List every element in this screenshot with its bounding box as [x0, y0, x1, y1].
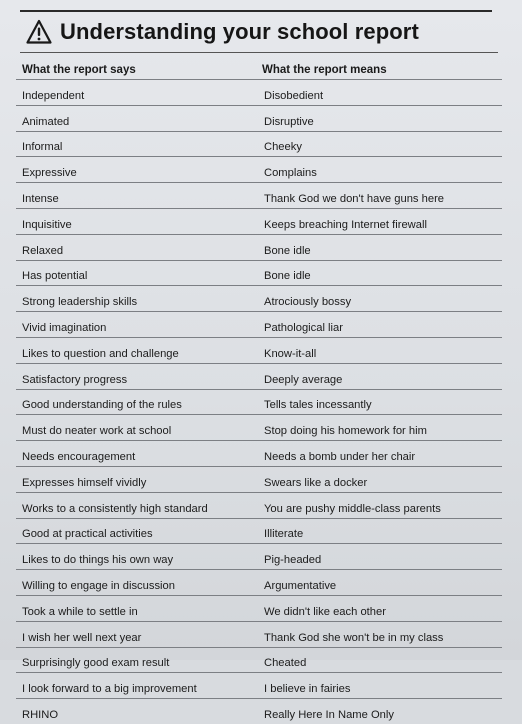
- table-row: [16, 337, 502, 363]
- cell-says: Likes to question and challenge: [16, 337, 256, 363]
- cell-means: Pig-headed: [256, 544, 502, 570]
- table-row: [16, 131, 502, 157]
- table-row: [16, 441, 502, 467]
- cell-says: Satisfactory progress: [16, 363, 256, 389]
- table-row: [16, 312, 502, 338]
- cell-means: Keeps breaching Internet firewall: [256, 208, 502, 234]
- table-row: [16, 389, 502, 415]
- table-row: [16, 621, 502, 647]
- cell-means: Cheeky: [256, 131, 502, 157]
- cell-means: I believe in fairies: [256, 673, 502, 699]
- table-row: [16, 699, 502, 724]
- cell-means: Really Here In Name Only: [264, 708, 394, 721]
- cell-means: Complains: [256, 157, 502, 183]
- cell-means: Argumentative: [256, 570, 502, 596]
- cell-means: Bone idle: [256, 234, 502, 260]
- cell-says: Good at practical activities: [16, 518, 256, 544]
- cell-says: Strong leadership skills: [16, 286, 256, 312]
- cell-says: Informal: [16, 131, 256, 157]
- cell-says: Took a while to settle in: [16, 595, 256, 621]
- page-title: Understanding your school report: [60, 19, 419, 44]
- cell-means: Illiterate: [256, 518, 502, 544]
- table-row: [16, 260, 502, 286]
- table-row: [16, 363, 502, 389]
- cell-says: Animated: [16, 105, 256, 131]
- title-rule: [20, 52, 498, 53]
- cell-means: Deeply average: [256, 363, 502, 389]
- cell-means: You are pushy middle-class parents: [256, 492, 502, 518]
- table-row: [16, 415, 502, 441]
- cell-means: Thank God we don't have guns here: [256, 183, 502, 209]
- table-row: [16, 105, 502, 131]
- table-row: [16, 570, 502, 596]
- cell-says: Surprisingly good exam result: [16, 647, 256, 673]
- cell-says: I look forward to a big improvement: [16, 673, 256, 699]
- table-row: [16, 673, 502, 699]
- cell-says: Works to a consistently high standard: [16, 492, 256, 518]
- cell-means: Disobedient: [256, 80, 502, 106]
- table-header-row: [16, 55, 502, 80]
- cell-means: Bone idle: [256, 260, 502, 286]
- cell-says: Needs encouragement: [16, 441, 256, 467]
- cell-means: Swears like a docker: [256, 466, 502, 492]
- cell-says: Expresses himself vividly: [16, 466, 256, 492]
- cell-says: Vivid imagination: [16, 312, 256, 338]
- table-row: [16, 286, 502, 312]
- table-row: [16, 518, 502, 544]
- table-row: [16, 80, 502, 106]
- cell-means: Atrociously bossy: [256, 286, 502, 312]
- cell-means: Disruptive: [256, 105, 502, 131]
- cell-says: Willing to engage in discussion: [16, 570, 256, 596]
- cell-says: RHINO: [22, 708, 59, 721]
- cell-means: Tells tales incessantly: [256, 389, 502, 415]
- cell-says: I wish her well next year: [16, 621, 256, 647]
- cell-says: Inquisitive: [16, 208, 256, 234]
- cell-says: Intense: [16, 183, 256, 209]
- cell-means: Cheated: [256, 647, 502, 673]
- cell-says: Good understanding of the rules: [16, 389, 256, 415]
- cell-says: Independent: [16, 80, 256, 106]
- table-row: [16, 157, 502, 183]
- cell-means: Needs a bomb under her chair: [256, 441, 502, 467]
- cell-says: Has potential: [16, 260, 256, 286]
- cell-says: Relaxed: [16, 234, 256, 260]
- table-row: [16, 183, 502, 209]
- cell-says: Must do neater work at school: [16, 415, 256, 441]
- table-row: [16, 234, 502, 260]
- table-row: [16, 492, 502, 518]
- table-row: [16, 208, 502, 234]
- table-row: [16, 595, 502, 621]
- column-header-says: What the report says: [16, 55, 256, 80]
- cell-says: Expressive: [16, 157, 256, 183]
- column-header-means: What the report means: [256, 55, 502, 80]
- table-row: [16, 544, 502, 570]
- title-row: [26, 16, 419, 48]
- table-row: [16, 466, 502, 492]
- top-rule: [20, 10, 492, 12]
- cell-says: Likes to do things his own way: [16, 544, 256, 570]
- cell-means: Thank God she won't be in my class: [256, 621, 502, 647]
- cell-means: Stop doing his homework for him: [256, 415, 502, 441]
- cell-means: Pathological liar: [256, 312, 502, 338]
- warning-triangle-icon: [26, 19, 52, 45]
- cell-means: Know-it-all: [256, 337, 502, 363]
- cell-means: We didn't like each other: [256, 595, 502, 621]
- report-table: [16, 55, 502, 724]
